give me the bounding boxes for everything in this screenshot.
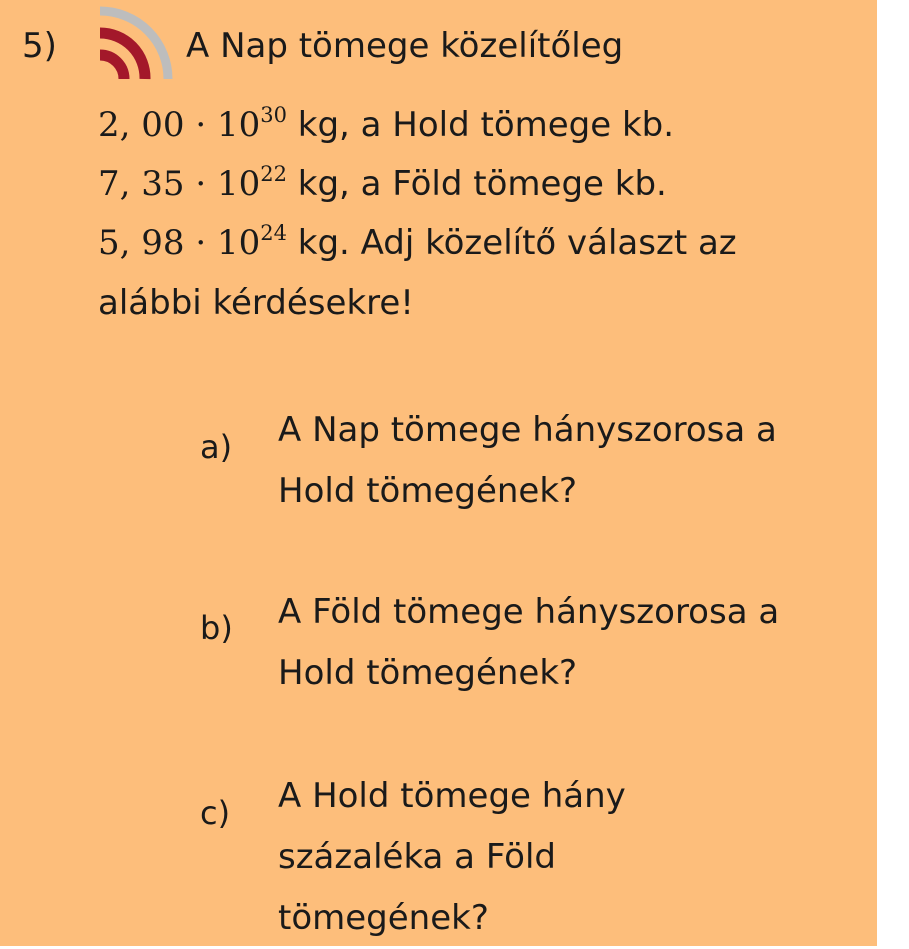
exercise-number: 5)	[22, 26, 57, 66]
mass-text-earth: kg. Adj közelítő választ az	[286, 223, 737, 263]
subquestion-a-text: A Nap tömege hányszorosa a Hold tömegének?	[278, 410, 777, 511]
mass-value-earth: 5, $98 \cdot 10^{24}$	[98, 221, 287, 263]
mass-line-earth	[98, 219, 737, 267]
mass-value-sun: 2, $00 \cdot 10^{30}$	[98, 103, 287, 145]
mass-line-sun	[98, 101, 674, 149]
subquestion-c-text: A Hold tömege hány százaléka a Föld tömegének?	[278, 776, 626, 938]
difficulty-arc-inner	[100, 55, 124, 79]
mass-text-moon: kg, a Föld tömege kb.	[286, 164, 667, 204]
subquestion-b-label: b)	[200, 609, 233, 647]
problem-intro: A Nap tömege közelítőleg	[186, 26, 624, 66]
subquestion-c-label: c)	[200, 794, 231, 832]
subquestion-a-label: a)	[200, 428, 233, 466]
problem-closing: alábbi kérdésekre!	[98, 283, 414, 323]
mass-text-sun: kg, a Hold tömege kb.	[286, 105, 675, 145]
mass-value-moon: 7, $35 \cdot 10^{22}$	[98, 162, 287, 204]
subquestion-b-text: A Föld tömege hányszorosa a Hold tömegének?	[278, 592, 780, 693]
difficulty-signal-icon	[98, 5, 188, 80]
mass-line-moon	[98, 160, 667, 208]
